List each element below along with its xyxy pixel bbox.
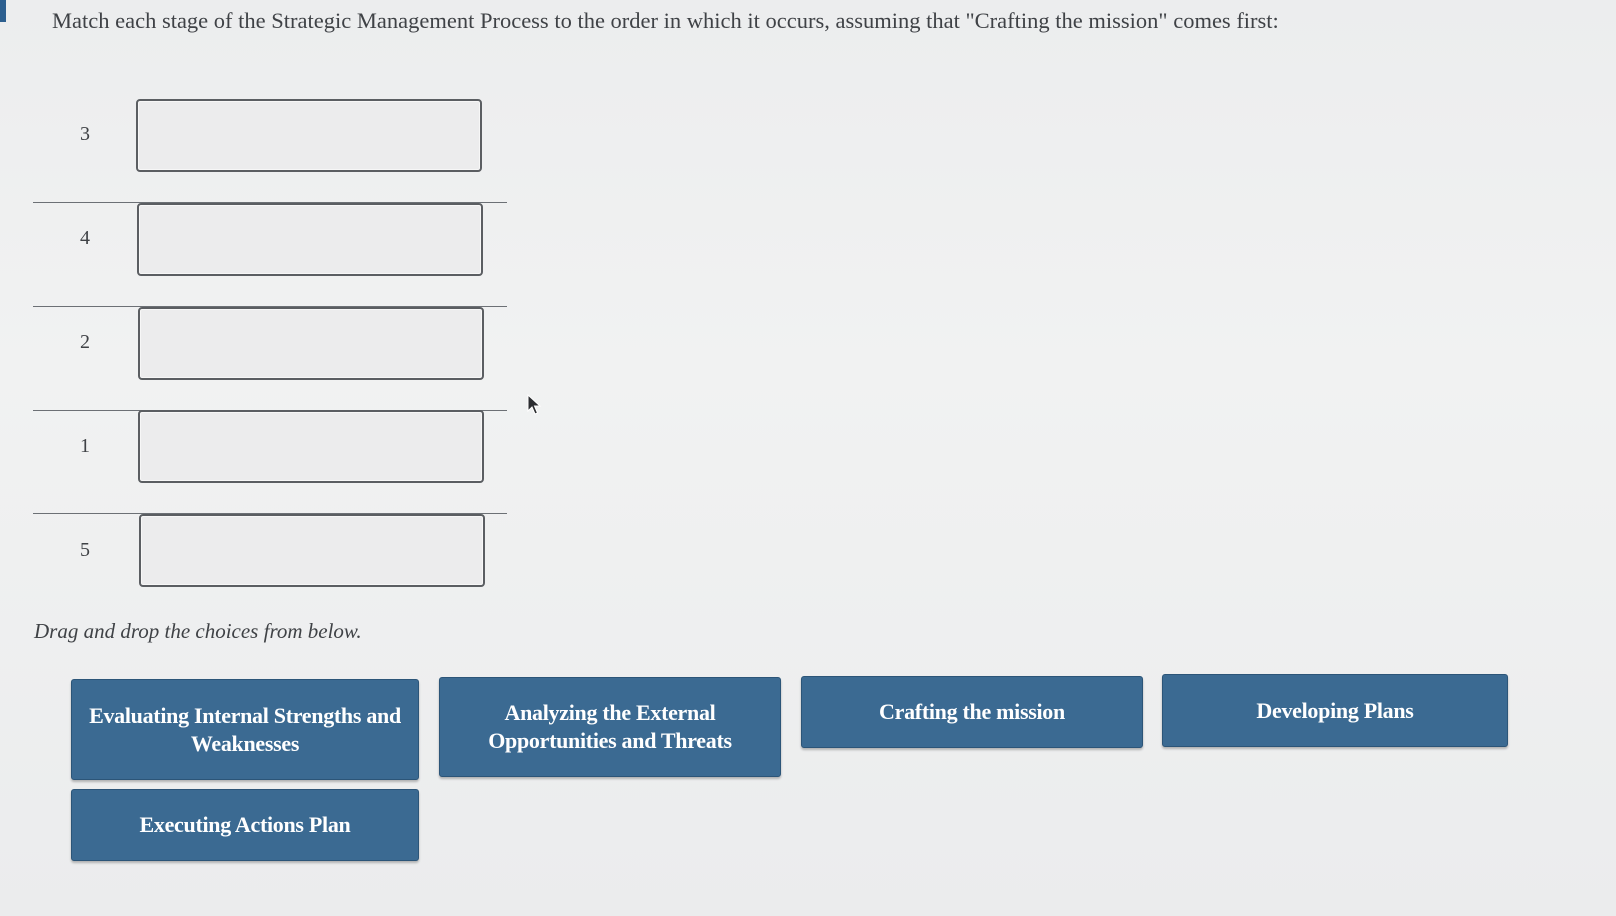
drop-target-slot[interactable] <box>136 99 482 172</box>
row-number: 3 <box>80 123 90 145</box>
left-edge-accent <box>0 0 6 22</box>
choice-evaluating-internal[interactable]: Evaluating Internal Strengths and Weaknesses <box>71 679 419 780</box>
choice-crafting-mission[interactable]: Crafting the mission <box>801 676 1143 748</box>
row-number: 2 <box>80 331 90 353</box>
row-number: 5 <box>80 539 90 561</box>
row-number: 4 <box>80 227 90 249</box>
drop-target-slot[interactable] <box>138 307 484 380</box>
drop-target-slot[interactable] <box>137 203 483 276</box>
match-row <box>33 99 507 203</box>
drag-drop-instructions: Drag and drop the choices from below. <box>34 619 362 643</box>
drop-target-slot[interactable] <box>138 410 484 483</box>
match-row <box>33 307 507 411</box>
choice-developing-plans[interactable]: Developing Plans <box>1162 674 1508 747</box>
drop-target-slot[interactable] <box>139 514 485 587</box>
question-prompt: Match each stage of the Strategic Management Process to the order in which it occurs, assuming that "Crafting the mission" comes first: <box>52 8 1279 33</box>
match-row <box>33 410 507 514</box>
row-number: 1 <box>80 435 90 457</box>
match-row <box>33 514 507 618</box>
match-row <box>33 203 507 307</box>
choice-executing-actions[interactable]: Executing Actions Plan <box>71 789 419 861</box>
mouse-pointer-icon <box>526 394 542 416</box>
choice-analyzing-external[interactable]: Analyzing the External Opportunities and Threats <box>439 677 781 777</box>
